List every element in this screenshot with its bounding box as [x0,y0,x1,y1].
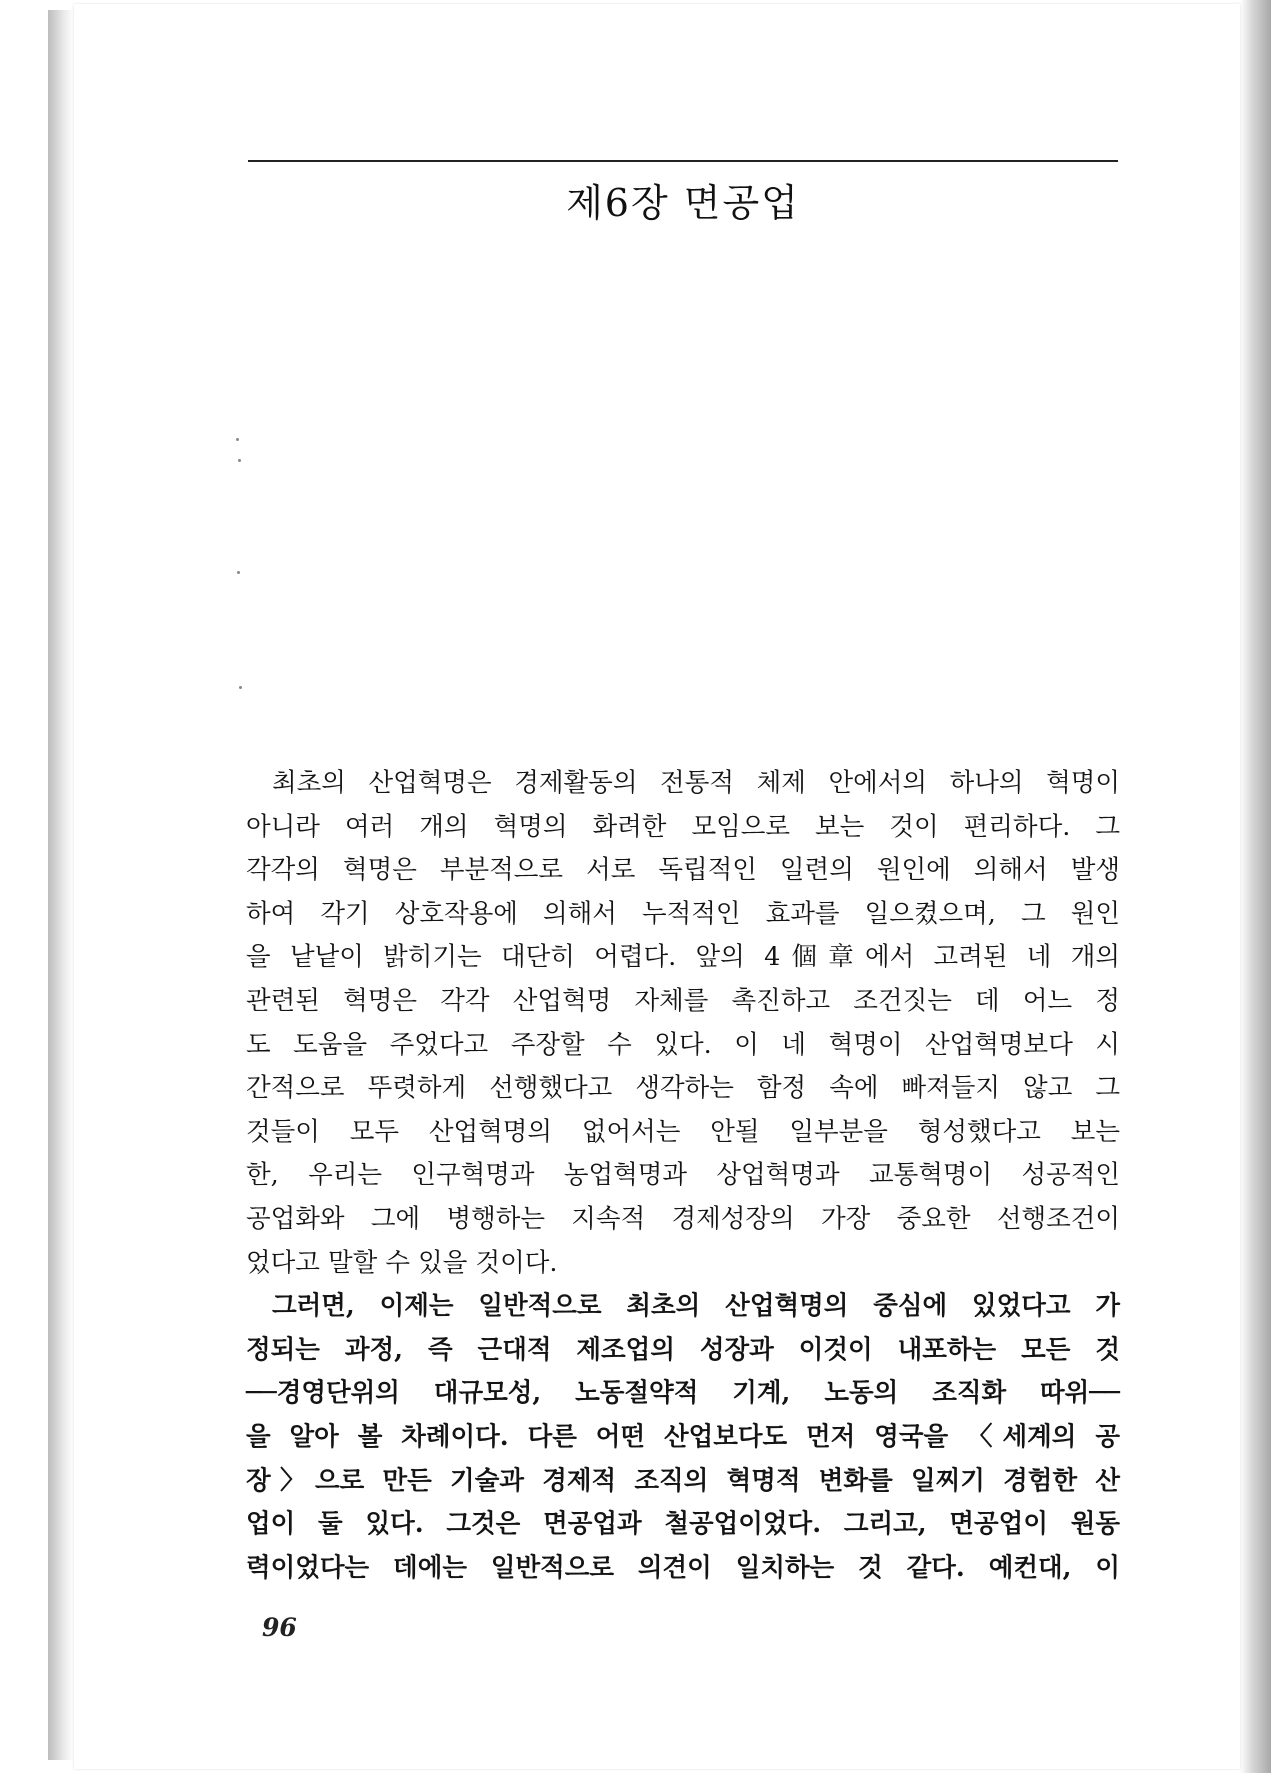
text-line: 하여 각기 상호작용에 의해서 누적적인 효과를 일으켰으며, 그 원인 [246,898,1120,929]
page-edge-left [48,10,74,1760]
paragraph-2 [246,1285,1120,1590]
body-text [246,762,1120,1590]
paragraph-1 [246,762,1120,1285]
page-number: 96 [262,1613,297,1642]
scan-speck [236,438,239,441]
text-line: 장〉으로 만든 기술과 경제적 조직의 혁명적 변화를 일찌기 경험한 산 [246,1465,1120,1496]
text-line: 한, 우리는 인구혁명과 농업혁명과 상업혁명과 교통혁명이 성공적인 [246,1160,1120,1191]
text-line: 그러면, 이제는 일반적으로 최초의 산업혁명의 중심에 있었다고 가 [272,1291,1120,1322]
text-line: 최초의 산업혁명은 경제활동의 전통적 체제 안에서의 하나의 혁명이 [272,768,1120,798]
text-line: 력이었다는 데에는 일반적으로 의견이 일치하는 것 같다. 예컨대, 이 [246,1552,1120,1583]
text-line: 공업화와 그에 병행하는 지속적 경제성장의 가장 중요한 선행조건이 [246,1203,1120,1234]
text-line: 업이 둘 있다. 그것은 면공업과 철공업이었다. 그리고, 면공업이 원동 [246,1509,1120,1540]
text-line: 것들이 모두 산업혁명의 없어서는 안될 일부분을 형성했다고 보는 [246,1116,1120,1147]
text-line: 정되는 과정, 즉 근대적 제조업의 성장과 이것이 내포하는 모든 것 [246,1334,1120,1365]
scan-speck [238,459,241,462]
chapter-title: 제6장 면공업 [566,181,800,225]
text-line: 아니라 여러 개의 혁명의 화려한 모임으로 보는 것이 편리하다. 그 [246,811,1120,842]
page-edge-right [1240,0,1271,1773]
text-line: 었다고 말할 수 있을 것이다. [246,1247,558,1278]
text-line: 을 낱낱이 밝히기는 대단히 어렵다. 앞의 4個章에서 고려된 네 개의 [246,942,1120,973]
scan-speck [239,686,242,689]
chapter-rule [248,160,1118,162]
text-line: 간적으로 뚜렷하게 선행했다고 생각하는 함정 속에 빠져들지 않고 그 [246,1073,1120,1104]
text-line: 을 알아 볼 차례이다. 다른 어떤 산업보다도 먼저 영국을 〈세계의 공 [246,1421,1120,1452]
text-line: 각각의 혁명은 부분적으로 서로 독립적인 일련의 원인에 의해서 발생 [246,855,1120,886]
text-line: 관련된 혁명은 각각 산업혁명 자체를 촉진하고 조건짓는 데 어느 정 [246,985,1120,1016]
text-line: 도 도움을 주었다고 주장할 수 있다. 이 네 혁명이 산업혁명보다 시 [246,1029,1120,1060]
scan-speck [237,571,240,574]
text-line: ──경영단위의 대규모성, 노동절약적 기계, 노동의 조직화 따위── [246,1378,1120,1409]
